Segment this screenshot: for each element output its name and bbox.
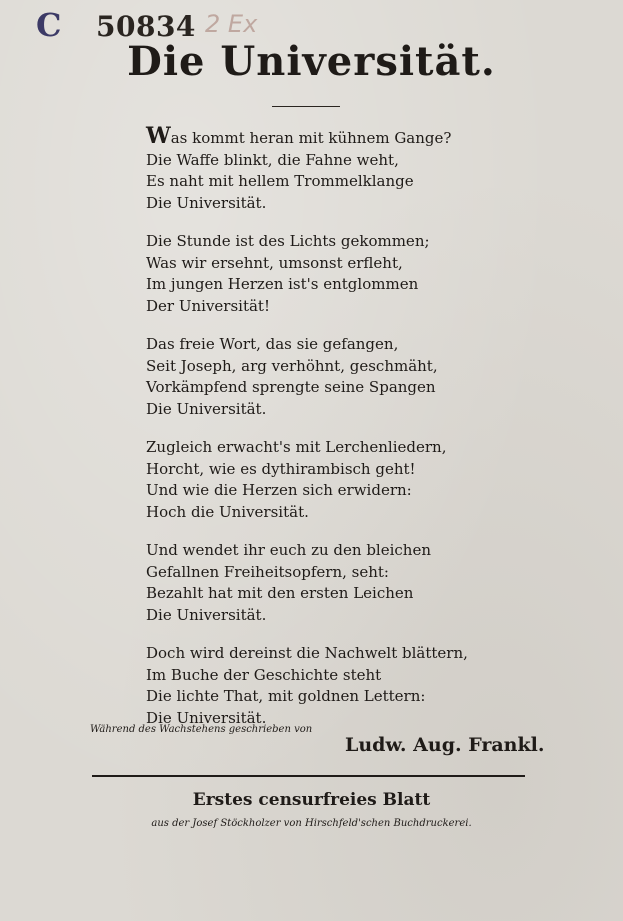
poem-body [146,123,476,746]
poem-line: Hoch die Universität. [146,502,309,521]
title-divider [272,106,340,107]
author-name: Ludw. Aug. Frankl. [345,734,545,756]
stanza [146,334,476,420]
archive-stamp-number: 50834 [96,10,196,43]
poem-line: Die Universität. [146,399,267,418]
poem-line: Es naht mit hellem Trommelklange [146,172,414,190]
poem-line: Im jungen Herzen ist's entglommen [146,275,419,293]
stanza [146,231,476,317]
poem-line: Der Universität! [146,296,270,315]
poem-line: Seit Joseph, arg verhöhnt, geschmäht, [146,356,438,375]
pencil-annotation: 2 Ex [205,10,258,38]
poem-line: Das freie Wort, das sie gefangen, [146,335,399,353]
poem-line: Und wendet ihr euch zu den bleichen [146,541,431,559]
poem-line: Was wir ersehnt, umsonst erfleht, [146,253,403,272]
stanza [146,123,476,214]
printer-imprint: aus der Josef Stöckholzer von Hirschfeld'schen Buchdruckerei. [151,818,472,829]
poem-line: Doch wird dereinst die Nachwelt blättern, [146,644,468,662]
stanza [146,540,476,626]
poem-line: Horcht, wie es dythirambisch geht! [146,459,416,478]
poem-line: Die Waffe blinkt, die Fahne weht, [146,150,399,169]
stanza [146,437,476,523]
stanza [146,643,476,729]
poem-line: Im Buche der Geschichte steht [146,665,382,684]
poem-line: Die Universität. [146,708,267,727]
footer-divider [92,775,525,777]
poem-line: Was kommt heran mit kühnem Gange? [146,123,452,149]
poem-line: Zugleich erwacht's mit Lerchenliedern, [146,438,447,456]
poem-line: Die Universität. [146,193,267,212]
poem-line: Gefallnen Freiheitsopfern, seht: [146,562,389,581]
poem-line: Vorkämpfend sprengte seine Spangen [146,378,436,396]
poem-line: Bezahlt hat mit den ersten Leichen [146,584,414,602]
poem-line: Die lichte That, mit goldnen Lettern: [146,687,426,705]
poem-line: Und wie die Herzen sich erwidern: [146,481,412,499]
footer-title: Erstes censurfreies Blatt [192,790,431,810]
poem-line: Die Universität. [146,605,267,624]
archive-stamp-letter: C [36,6,62,44]
page-title: Die Universität. [127,38,496,85]
poem-line: Die Stunde ist des Lichts gekommen; [146,232,430,250]
byline-prefix: Während des Wachstehens geschrieben von [90,724,313,735]
